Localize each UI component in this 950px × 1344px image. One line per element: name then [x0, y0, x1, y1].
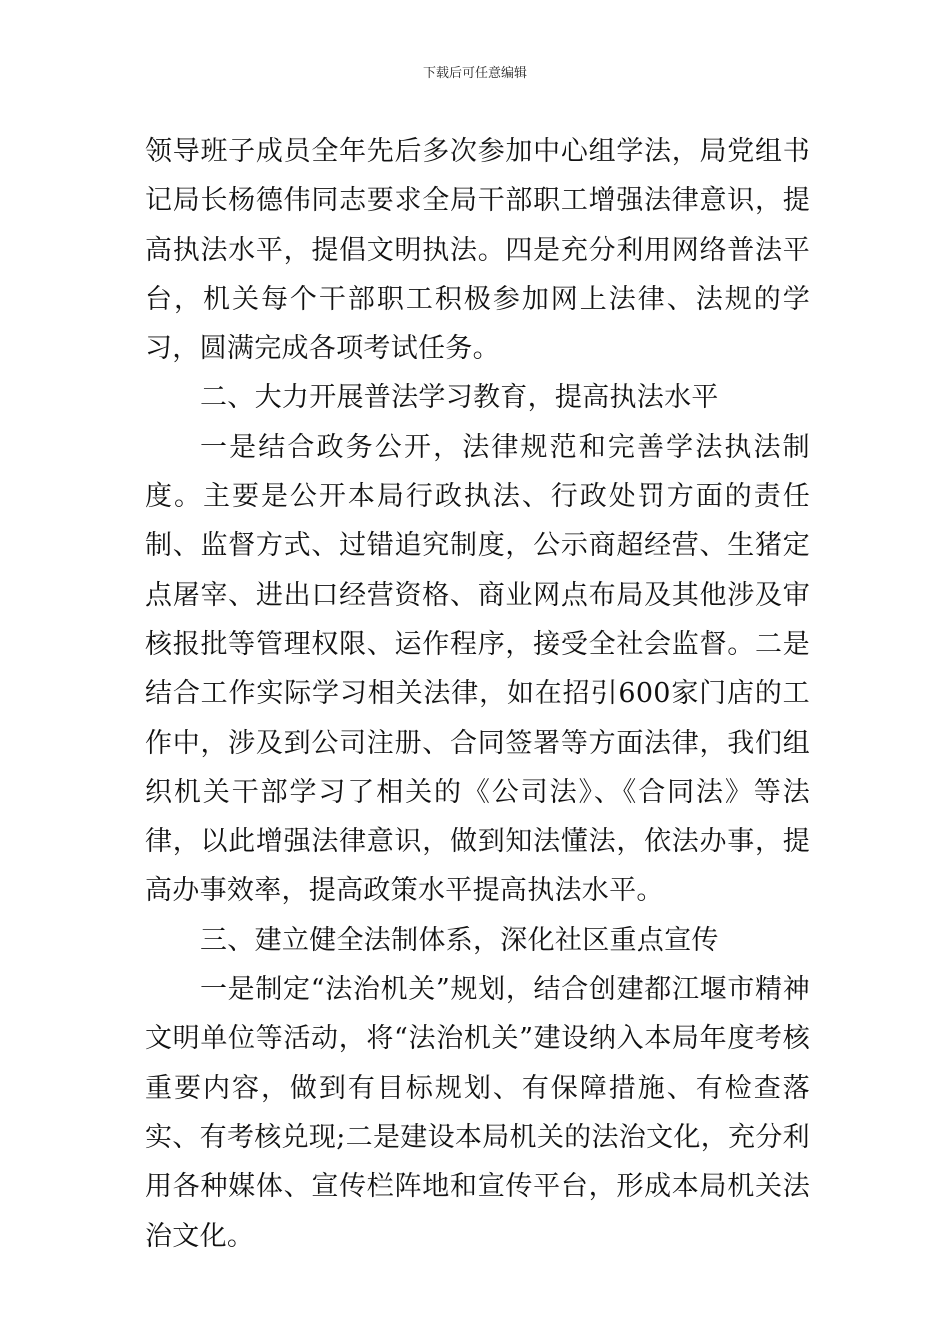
paragraph-section-2: 一是结合政务公开，法律规范和完善学法执法制度。主要是公开本局行政执法、行政处罚方面的责任制、监督方式、过错追究制度，公示商超经营、生猪定点屠宰、进出口经营资格、商业网点布局及其他涉及审核报批等管理权限、运作程序，接受全社会监督。二是结合工作实际学习相关法律，如在招引600家门店的工作中，涉及到公司注册、合同签署等方面法律，我们组织机关干部学习了相关的《公司法》、《合同法》等法律，以此增强法律意识，做到知法懂法，依法办事，提高办事效率，提高政策水平提高执法水平。 — [145, 431, 810, 907]
document-body — [145, 127, 810, 1261]
page-header-note: 下载后可任意编辑 — [422, 66, 527, 81]
paragraph-section-3: 一是制定“法治机关”规划，结合创建都江堰市精神文明单位等活动，将“法治机关”建设纳入本局年度考核重要内容，做到有目标规划、有保障措施、有检查落实、有考核兑现;二是建设本局机关的法治文化，充分利用各种媒体、宣传栏阵地和宣传平台，形成本局机关法治文化。 — [145, 974, 810, 1252]
section-heading-2: 二、大力开展普法学习教育，提高执法水平 — [200, 382, 719, 414]
section-heading-3: 三、建立健全法制体系，深化社区重点宣传 — [200, 924, 719, 956]
paragraph-continuation: 领导班子成员全年先后多次参加中心组学法，局党组书记局长杨德伟同志要求全局干部职工增强法律意识，提高执法水平，提倡文明执法。四是充分利用网络普法平台，机关每个干部职工积极参加网上法律、法规的学习，圆满完成各项考试任务。 — [145, 136, 810, 365]
